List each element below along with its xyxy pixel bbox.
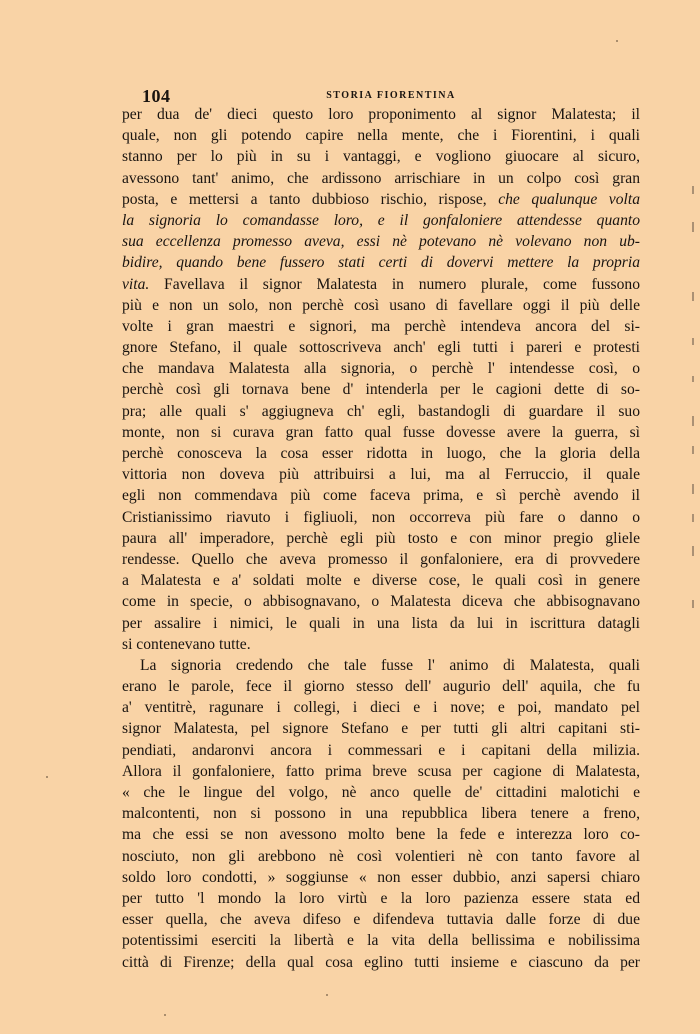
text-line: che mandava Malatesta alla signoria, o perchè l' intendesse così, o <box>122 360 640 378</box>
paper-speck <box>164 1014 166 1016</box>
margin-mark <box>692 484 694 494</box>
roman-run: Favellava il signor Malatesta in numero plurale, come fussono <box>149 275 640 293</box>
text-line: esser quella, che aveva difeso e difendeva tuttavia dalle forze di due <box>122 911 640 929</box>
text-line: avessono tant' animo, che ardissono arrischiare in un colpo così gran <box>122 169 640 187</box>
margin-mark <box>692 222 694 232</box>
text-line: per dua de' dieci questo loro proponimento al signor Malatesta; il <box>122 106 640 123</box>
margin-mark <box>692 446 694 454</box>
text-line: per assalire i nimici, le quali in una lista da lui in iscrittura datagli <box>122 614 640 632</box>
margin-mark <box>692 546 694 556</box>
text-line-italic: bidire, quando bene fussero stati certi di dovervi mettere la propria <box>122 254 640 272</box>
text-line: egli non commendava più come faceva prima, e sì perchè avendo il <box>122 487 640 505</box>
text-line: rendesse. Quello che aveva promesso il gonfaloniere, era di provvedere <box>122 550 640 568</box>
text-line: città di Firenze; della qual cosa eglino tutti insieme e ciascuno da per <box>122 953 640 971</box>
paper-speck <box>46 776 48 778</box>
text-line: perchè così gli tornava bene d' intenderla per le cagioni dette di so- <box>122 381 640 399</box>
text-line: Cristianissimo riavuto i figliuoli, non occorreva più fare o danno o <box>122 508 640 526</box>
margin-mark <box>692 338 694 345</box>
text-line: per tutto 'l mondo la loro virtù e la loro pazienza essere stata ed <box>122 889 640 907</box>
text-line: a' ventitrè, ragunare i collegi, i dieci e i nove; e poi, mandato pel <box>122 699 640 717</box>
text-line: signor Malatesta, pel signore Stefano e per tutti gli altri capitani sti- <box>122 720 640 738</box>
running-title: STORIA FIORENTINA <box>326 90 456 101</box>
roman-run: posta, e mettersi a tanto dubbioso rischio, rispose, <box>122 190 499 208</box>
text-line: erano le parole, fece il giorno stesso dell' augurio dell' aquila, che fu <box>122 678 640 696</box>
text-line: più e non un solo, non perchè così usano di favellare oggi il più delle <box>122 296 640 314</box>
text-line: Allora il gonfaloniere, fatto prima breve scusa per cagione di Malatesta, <box>122 762 640 780</box>
text-line: nosciuto, non gli arebbono nè così volentieri nè con tanto favore al <box>122 847 640 865</box>
margin-mark <box>692 416 694 426</box>
margin-mark <box>692 514 694 522</box>
text-line: ma che essi se non avessono molto bene la fede e interezza loro co- <box>122 826 640 844</box>
paragraph-first-line: La signoria credendo che tale fusse l' animo di Malatesta, quali <box>140 656 640 674</box>
text-line: monte, non si curava gran fatto qual fusse dovesse avere la guerra, sì <box>122 423 640 441</box>
text-line: pendiati, andaronvi ancora i commessari e i capitani della milizia. <box>122 741 640 759</box>
text-line: potentissimi eserciti la libertà e la vita della bellissima e nobilissima <box>122 932 640 950</box>
margin-mark <box>692 376 694 382</box>
text-line: paura all' imperadore, perchè egli più tosto e con minor pregio gliele <box>122 529 640 547</box>
text-line: si contenevano tutte. <box>122 635 251 653</box>
text-line <box>122 189 640 210</box>
text-line-italic: sua eccellenza promesso aveva, essi nè potevano nè volevano non ub- <box>122 233 640 251</box>
text-line: « che le lingue del volgo, nè anco quelle de' cittadini malotichi e <box>122 784 640 801</box>
page-number: 104 <box>142 86 171 106</box>
margin-mark <box>692 186 694 194</box>
text-line: quale, non gli potendo capire nella mente, che i Fiorentini, i quali <box>122 127 640 145</box>
text-line: soldo loro condotti, » soggiunse « non esser dubbio, anzi sapersi chiaro <box>122 868 640 886</box>
margin-mark <box>692 600 694 608</box>
text-line: gnore Stefano, il quale sottoscriveva anch' egli tutti i pareri e protesti <box>122 339 640 357</box>
paper-speck <box>616 40 618 42</box>
text-line: vittoria non doveva più attribuirsi a lui, ma al Ferruccio, il quale <box>122 466 640 484</box>
text-line-italic: la signoria lo comandasse loro, e il gonfaloniere attendesse quanto <box>122 211 640 229</box>
italic-run: vita. <box>122 275 150 293</box>
text-line <box>122 274 640 295</box>
text-line: malcontenti, non si possono in una repubblica libera tenere a freno, <box>122 805 640 823</box>
paper-speck <box>326 994 328 996</box>
text-line: come in specie, o abbisognavano, o Malatesta diceva che abbisognavano <box>122 593 640 611</box>
text-line: perchè conosceva la cosa esser ridotta in luogo, che la gloria della <box>122 445 640 462</box>
text-line: volte i gran maestri e signori, ma perchè intendeva ancora del si- <box>122 317 640 335</box>
italic-run: che qualunque volta <box>498 190 640 208</box>
body-text <box>122 104 640 973</box>
text-line: stanno per lo più in su i vantaggi, e vogliono giuocare al sicuro, <box>122 148 640 166</box>
margin-mark <box>692 292 694 301</box>
text-line: pra; alle quali s' aggiugneva ch' egli, bastandogli di guardare il suo <box>122 402 640 420</box>
text-line: a Malatesta e a' soldati molte e diverse cose, le quali così in genere <box>122 572 640 590</box>
